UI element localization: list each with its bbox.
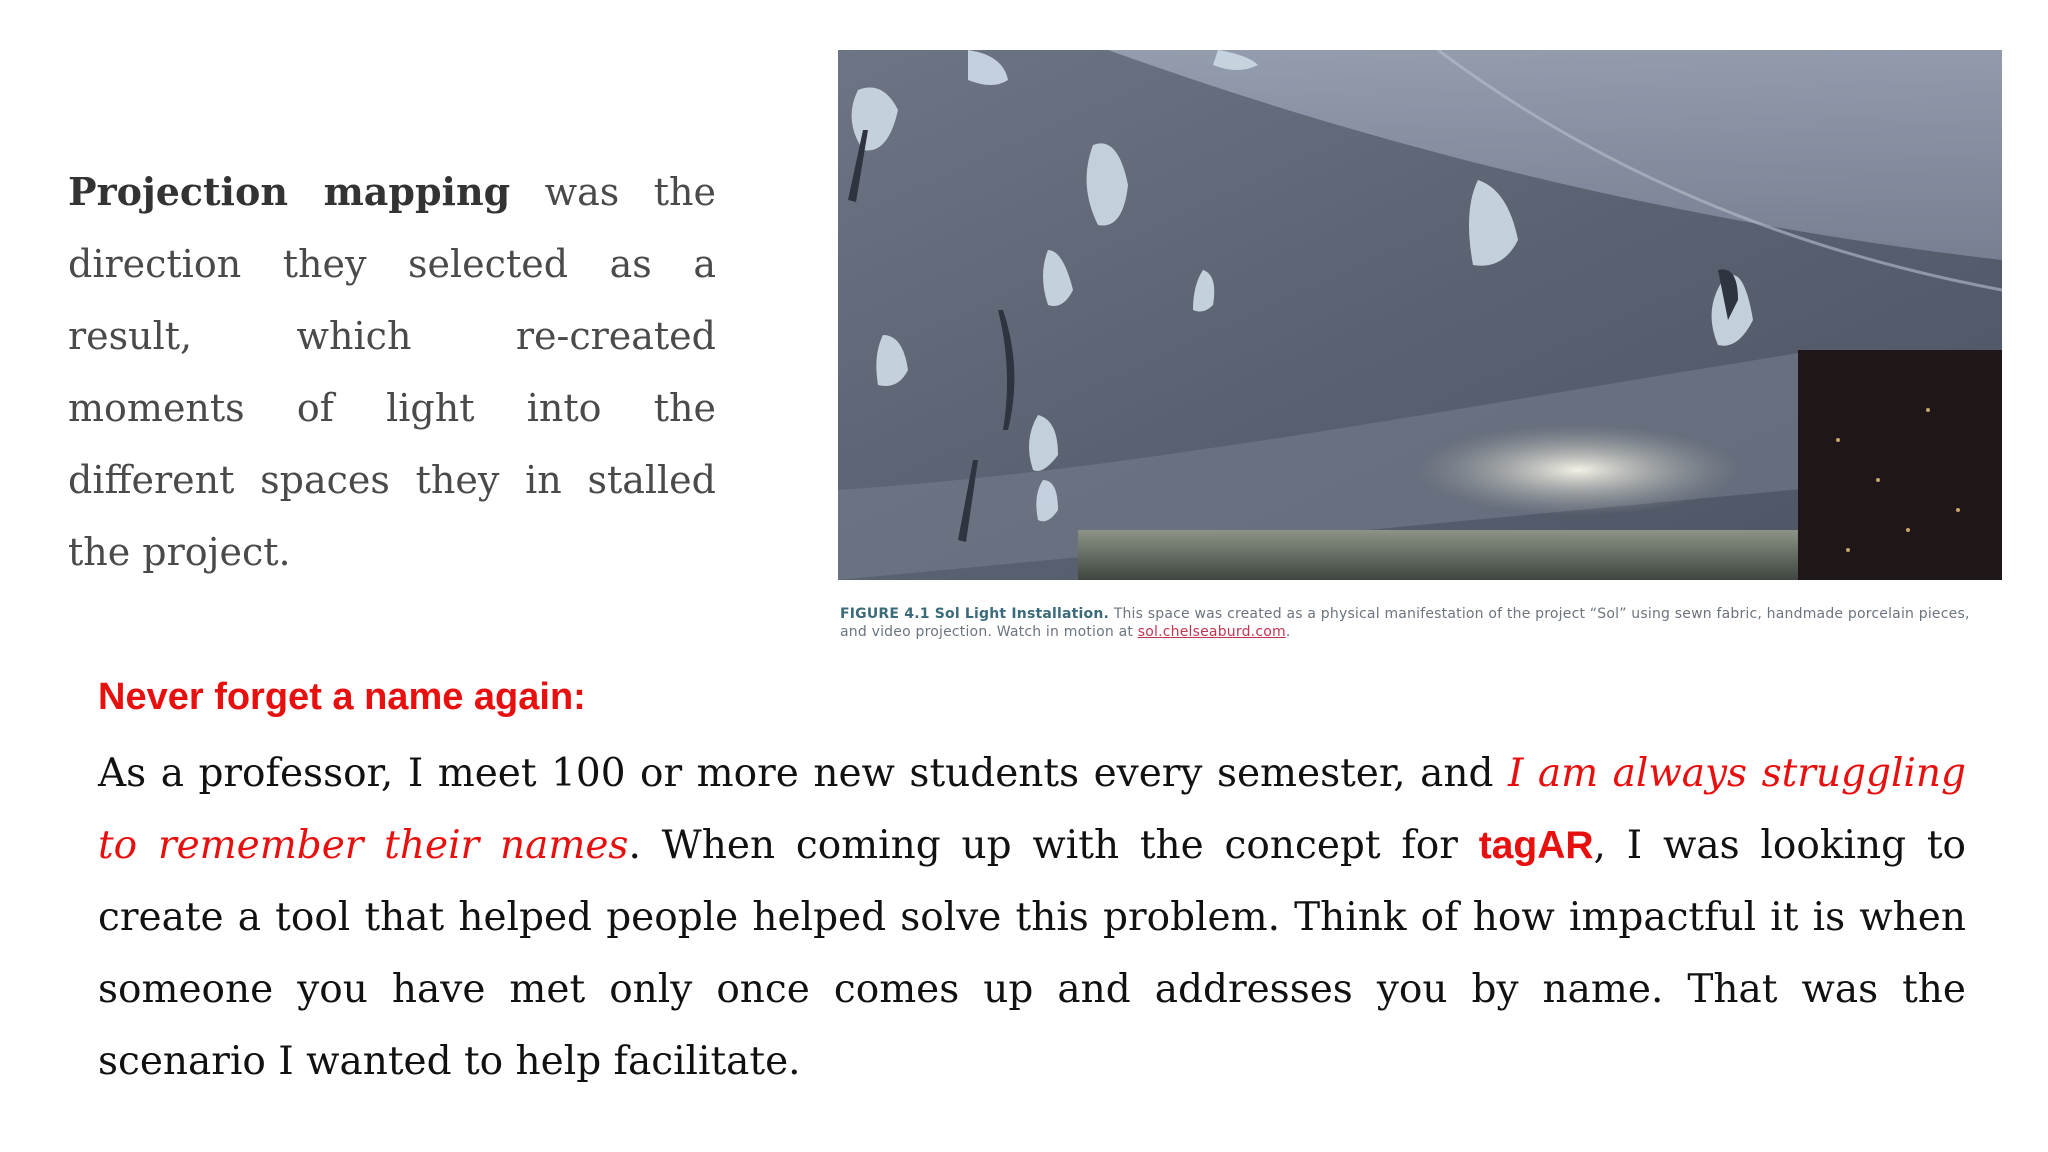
projection-mapping-term: Projection mapping [68, 169, 511, 214]
intro-paragraph [68, 156, 716, 588]
section-title: Never forget a name again: [98, 676, 586, 718]
figure-caption-text: This space was created as a physical manifestation of the project “Sol” using sewn fabric, handmade porcelain pieces, and video projection. Watch in motion at [840, 606, 1970, 640]
section-paragraph [98, 738, 1966, 1098]
installation-photo-art [838, 50, 2002, 580]
figure-caption-link[interactable]: sol.chelseaburd.com [1137, 624, 1286, 640]
figure-caption-label: FIGURE 4.1 Sol Light Installation. [840, 606, 1110, 622]
intro-paragraph-text: was the direction they selected as a result, which re-created moments of light into the different spaces they in stalled the project. [68, 170, 716, 574]
paragraph-middle: . When coming up with the concept for [628, 823, 1479, 868]
figure-caption [840, 605, 2000, 641]
highlighted-phrase: I am always struggling to remember their names [98, 751, 1966, 868]
figure-caption-end: . [1285, 624, 1291, 640]
installation-photo [838, 50, 2002, 580]
paragraph-start: As a professor, I meet 100 or more new students every semester, and [98, 751, 1508, 796]
brand-name: tagAR [1478, 824, 1594, 867]
paragraph-end: , I was looking to create a tool that helped people helped solve this problem. Think of how impactful it is when someone you have met only once comes up and addresses you by name. That was the scenario I wanted to help facilitate. [98, 823, 1966, 1084]
